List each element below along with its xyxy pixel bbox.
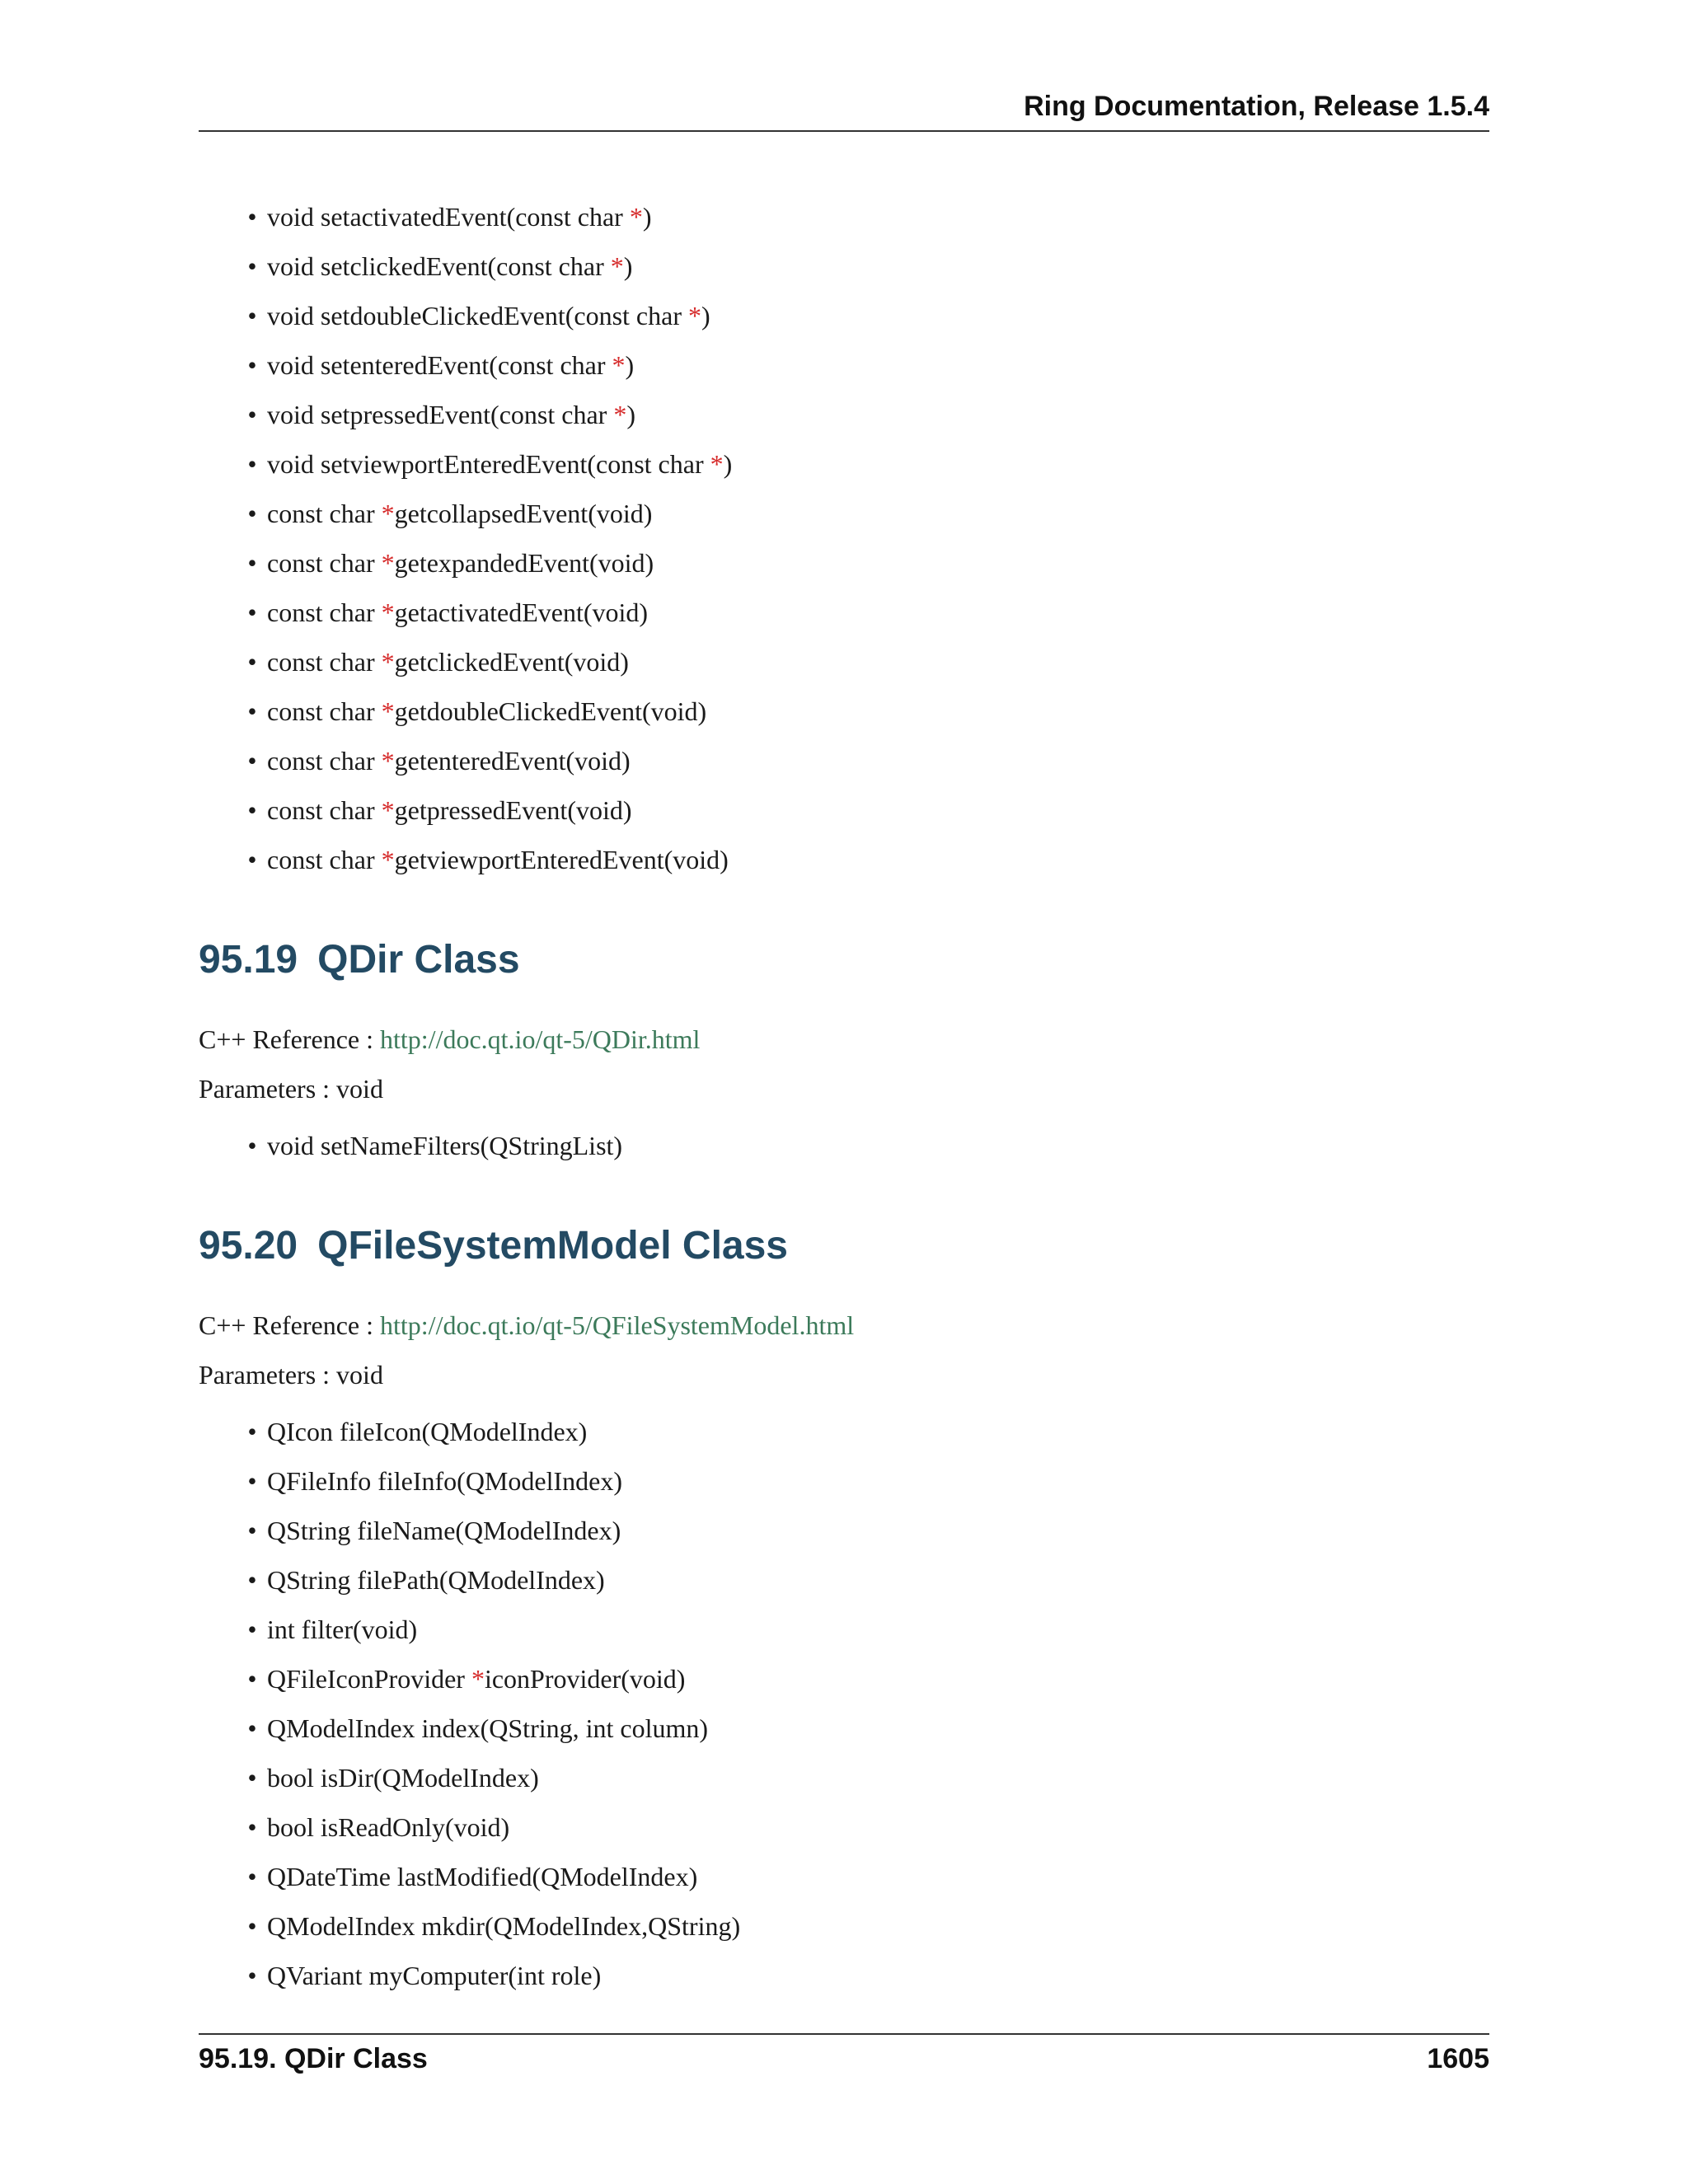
pointer-asterisk: * bbox=[381, 795, 395, 825]
signature-text: const char bbox=[267, 845, 382, 874]
list-item bbox=[199, 1654, 1353, 1704]
pointer-asterisk: * bbox=[381, 696, 395, 726]
list-item bbox=[199, 1802, 1353, 1852]
list-item bbox=[199, 588, 1353, 637]
bullet-icon: • bbox=[247, 1131, 257, 1160]
bullet-icon: • bbox=[247, 301, 257, 330]
bullet-icon: • bbox=[247, 400, 257, 429]
reference-link[interactable]: http://doc.qt.io/qt-5/QDir.html bbox=[380, 1024, 701, 1054]
signature-text: getexpandedEvent(void) bbox=[394, 548, 654, 578]
section-heading-qfilesystemmodel bbox=[199, 1223, 788, 1268]
method-list-qfilesystemmodel bbox=[199, 1407, 1353, 2000]
reference-label: C++ Reference : bbox=[199, 1310, 380, 1340]
pointer-asterisk: * bbox=[613, 400, 627, 429]
signature-text: ) bbox=[642, 202, 652, 232]
signature-text: QModelIndex index(QString, int column) bbox=[267, 1713, 709, 1743]
signature-text: getviewportEnteredEvent(void) bbox=[394, 845, 729, 874]
bullet-icon: • bbox=[247, 746, 257, 776]
section-number: 95.20 bbox=[199, 1224, 298, 1268]
section-number: 95.19 bbox=[199, 938, 298, 982]
signature-text: getclickedEvent(void) bbox=[394, 647, 629, 677]
signature-text: const char bbox=[267, 696, 382, 726]
cpp-reference-qdir bbox=[199, 1024, 700, 1055]
reference-link[interactable]: http://doc.qt.io/qt-5/QFileSystemModel.html bbox=[380, 1310, 855, 1340]
signature-text: QFileIconProvider bbox=[267, 1664, 471, 1694]
bullet-icon: • bbox=[247, 1961, 257, 1990]
signature-text: void setenteredEvent(const char bbox=[267, 350, 612, 380]
signature-text: getenteredEvent(void) bbox=[394, 746, 631, 776]
list-item bbox=[199, 291, 1353, 340]
pointer-asterisk: * bbox=[381, 647, 395, 677]
signature-text: QFileInfo fileInfo(QModelIndex) bbox=[267, 1466, 622, 1496]
method-list-qdir bbox=[199, 1121, 1353, 1170]
section-heading-qdir bbox=[199, 937, 520, 982]
bullet-icon: • bbox=[247, 1417, 257, 1446]
signature-text: getactivatedEvent(void) bbox=[394, 598, 649, 627]
list-item bbox=[199, 489, 1353, 538]
bullet-icon: • bbox=[247, 696, 257, 726]
page-number: 1605 bbox=[1427, 2043, 1489, 2074]
footer-section: 95.19. QDir Class bbox=[199, 2043, 428, 2074]
pointer-asterisk: * bbox=[610, 251, 624, 281]
pointer-asterisk: * bbox=[381, 499, 395, 528]
signature-text: bool isReadOnly(void) bbox=[267, 1812, 510, 1842]
pointer-asterisk: * bbox=[629, 202, 643, 232]
signature-text: QIcon fileIcon(QModelIndex) bbox=[267, 1417, 588, 1446]
list-item bbox=[199, 340, 1353, 390]
list-item bbox=[199, 687, 1353, 736]
method-list-top bbox=[199, 192, 1353, 884]
signature-text: void setviewportEnteredEvent(const char bbox=[267, 449, 710, 479]
signature-text: const char bbox=[267, 746, 382, 776]
signature-text: ) bbox=[626, 400, 635, 429]
signature-text: QModelIndex mkdir(QModelIndex,QString) bbox=[267, 1911, 741, 1941]
bullet-icon: • bbox=[247, 598, 257, 627]
list-item bbox=[199, 1901, 1353, 1951]
list-item bbox=[199, 1456, 1353, 1506]
bullet-icon: • bbox=[247, 1516, 257, 1545]
bullet-icon: • bbox=[247, 251, 257, 281]
signature-text: QDateTime lastModified(QModelIndex) bbox=[267, 1862, 698, 1891]
running-footer bbox=[199, 2033, 1489, 2084]
list-item bbox=[199, 835, 1353, 884]
signature-text: const char bbox=[267, 598, 382, 627]
bullet-icon: • bbox=[247, 1713, 257, 1743]
list-item bbox=[199, 1506, 1353, 1555]
signature-text: getcollapsedEvent(void) bbox=[394, 499, 653, 528]
header-title: Ring Documentation, Release 1.5.4 bbox=[1024, 91, 1489, 122]
running-header bbox=[199, 91, 1489, 132]
signature-text: bool isDir(QModelIndex) bbox=[267, 1763, 539, 1793]
signature-text: iconProvider(void) bbox=[484, 1664, 686, 1694]
signature-text: const char bbox=[267, 499, 382, 528]
signature-text: ) bbox=[625, 350, 635, 380]
bullet-icon: • bbox=[247, 1615, 257, 1644]
bullet-icon: • bbox=[247, 1664, 257, 1694]
signature-text: ) bbox=[623, 251, 633, 281]
parameters-qfilesystemmodel: Parameters : void bbox=[199, 1360, 383, 1390]
list-item bbox=[199, 192, 1353, 241]
pointer-asterisk: * bbox=[612, 350, 626, 380]
reference-label: C++ Reference : bbox=[199, 1024, 380, 1054]
bullet-icon: • bbox=[247, 795, 257, 825]
pointer-asterisk: * bbox=[381, 548, 395, 578]
pointer-asterisk: * bbox=[687, 301, 701, 330]
signature-text: QString fileName(QModelIndex) bbox=[267, 1516, 621, 1545]
bullet-icon: • bbox=[247, 1466, 257, 1496]
signature-text: getdoubleClickedEvent(void) bbox=[394, 696, 707, 726]
list-item bbox=[199, 1704, 1353, 1753]
section-title: QDir Class bbox=[317, 938, 520, 982]
signature-text: ) bbox=[701, 301, 710, 330]
bullet-icon: • bbox=[247, 499, 257, 528]
bullet-icon: • bbox=[247, 845, 257, 874]
parameters-qdir: Parameters : void bbox=[199, 1074, 383, 1104]
list-item bbox=[199, 538, 1353, 588]
signature-text: void setNameFilters(QStringList) bbox=[267, 1131, 623, 1160]
cpp-reference-qfilesystemmodel bbox=[199, 1310, 854, 1341]
bullet-icon: • bbox=[247, 647, 257, 677]
bullet-icon: • bbox=[247, 1862, 257, 1891]
signature-text: void setdoubleClickedEvent(const char bbox=[267, 301, 688, 330]
bullet-icon: • bbox=[247, 1812, 257, 1842]
signature-text: void setclickedEvent(const char bbox=[267, 251, 611, 281]
list-item bbox=[199, 1121, 1353, 1170]
bullet-icon: • bbox=[247, 548, 257, 578]
list-item bbox=[199, 1605, 1353, 1654]
signature-text: int filter(void) bbox=[267, 1615, 418, 1644]
list-item bbox=[199, 637, 1353, 687]
signature-text: QVariant myComputer(int role) bbox=[267, 1961, 602, 1990]
signature-text: getpressedEvent(void) bbox=[394, 795, 632, 825]
list-item bbox=[199, 736, 1353, 785]
bullet-icon: • bbox=[247, 449, 257, 479]
signature-text: const char bbox=[267, 795, 382, 825]
signature-text: const char bbox=[267, 647, 382, 677]
section-title: QFileSystemModel Class bbox=[317, 1224, 788, 1268]
bullet-icon: • bbox=[247, 202, 257, 232]
list-item bbox=[199, 390, 1353, 439]
list-item bbox=[199, 785, 1353, 835]
pointer-asterisk: * bbox=[381, 845, 395, 874]
signature-text: QString filePath(QModelIndex) bbox=[267, 1565, 605, 1595]
signature-text: void setactivatedEvent(const char bbox=[267, 202, 630, 232]
list-item bbox=[199, 439, 1353, 489]
signature-text: void setpressedEvent(const char bbox=[267, 400, 614, 429]
pointer-asterisk: * bbox=[471, 1664, 485, 1694]
list-item bbox=[199, 1951, 1353, 2000]
signature-text: ) bbox=[723, 449, 733, 479]
pointer-asterisk: * bbox=[381, 746, 395, 776]
list-item bbox=[199, 1407, 1353, 1456]
signature-text: const char bbox=[267, 548, 382, 578]
list-item bbox=[199, 1753, 1353, 1802]
bullet-icon: • bbox=[247, 1565, 257, 1595]
list-item bbox=[199, 241, 1353, 291]
bullet-icon: • bbox=[247, 350, 257, 380]
pointer-asterisk: * bbox=[381, 598, 395, 627]
bullet-icon: • bbox=[247, 1763, 257, 1793]
list-item bbox=[199, 1555, 1353, 1605]
pointer-asterisk: * bbox=[710, 449, 724, 479]
bullet-icon: • bbox=[247, 1911, 257, 1941]
list-item bbox=[199, 1852, 1353, 1901]
